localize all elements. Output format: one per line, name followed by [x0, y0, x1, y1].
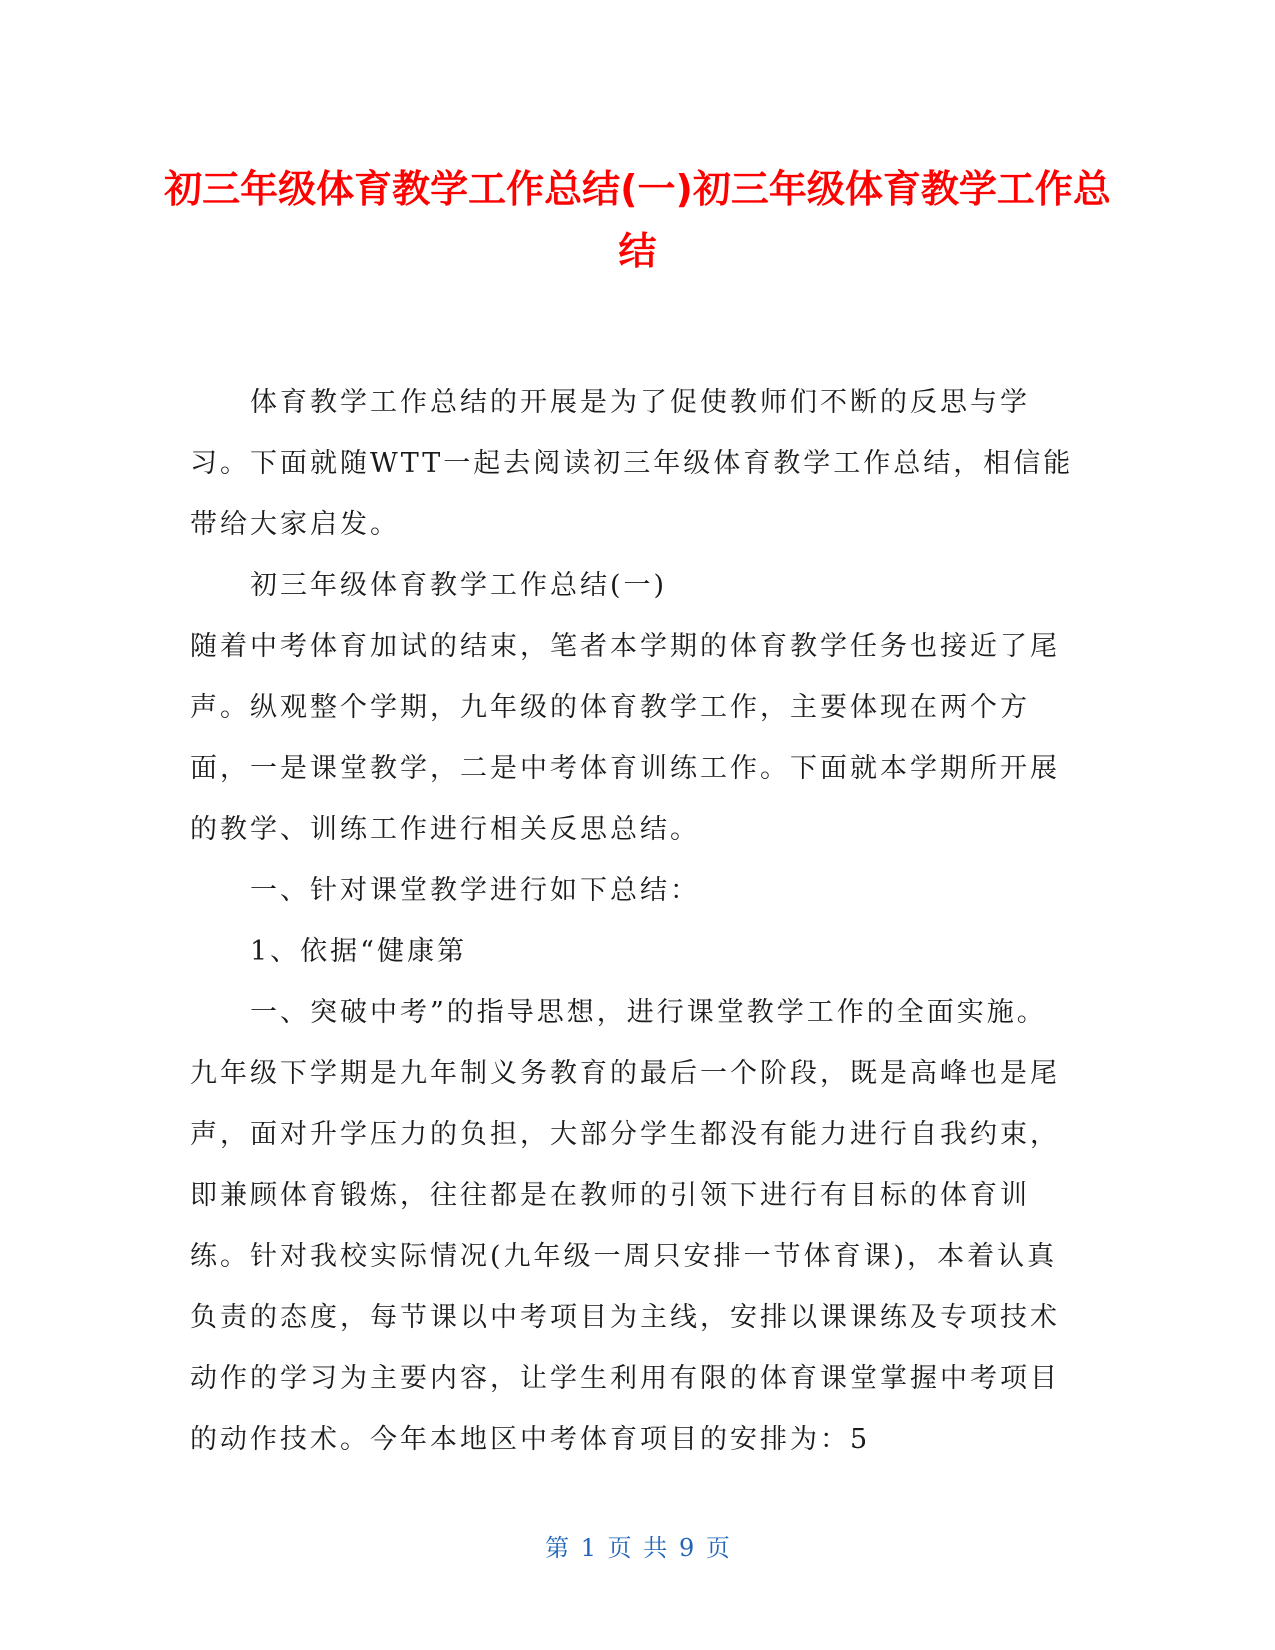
paragraph-section-heading: 初三年级体育教学工作总结(一)	[250, 570, 668, 601]
document-body	[190, 372, 1075, 1470]
paragraph-body: 一、突破中考”的指导思想，进行课堂教学工作的全面实施。九年级下学期是九年制义务教育的最后一个阶段，既是高峰也是尾声，面对升学压力的负担，大部分学生都没有能力进行自我约束，即兼顾体育锻炼，往往都是在教师的引领下进行有目标的体育训练。针对我校实际情况(九年级一周只安排一节体育课)，本着认真负责的态度，每节课以中考项目为主线，安排以课课练及专项技术动作的学习为主要内容，让学生利用有限的体育课堂掌握中考项目的动作技术。今年本地区中考体育项目的安排为：5	[190, 997, 1060, 1455]
paragraph-overview: 随着中考体育加试的结束，笔者本学期的体育教学任务也接近了尾声。纵观整个学期，九年级的体育教学工作，主要体现在两个方面，一是课堂教学，二是中考体育训练工作。下面就本学期所开展的教学、训练工作进行相关反思总结。	[190, 631, 1060, 845]
paragraph-item-1: 1、依据“健康第	[250, 936, 467, 967]
paragraph-subheading: 一、针对课堂教学进行如下总结：	[250, 875, 700, 906]
page-number-footer: 第 1 页 共 9 页	[545, 1534, 730, 1562]
paragraph-intro: 体育教学工作总结的开展是为了促使教师们不断的反思与学习。下面就随WTT一起去阅读初三年级体育教学工作总结，相信能带给大家启发。	[190, 387, 1074, 540]
document-title: 初三年级体育教学工作总结(一)初三年级体育教学工作总结	[164, 167, 1111, 273]
